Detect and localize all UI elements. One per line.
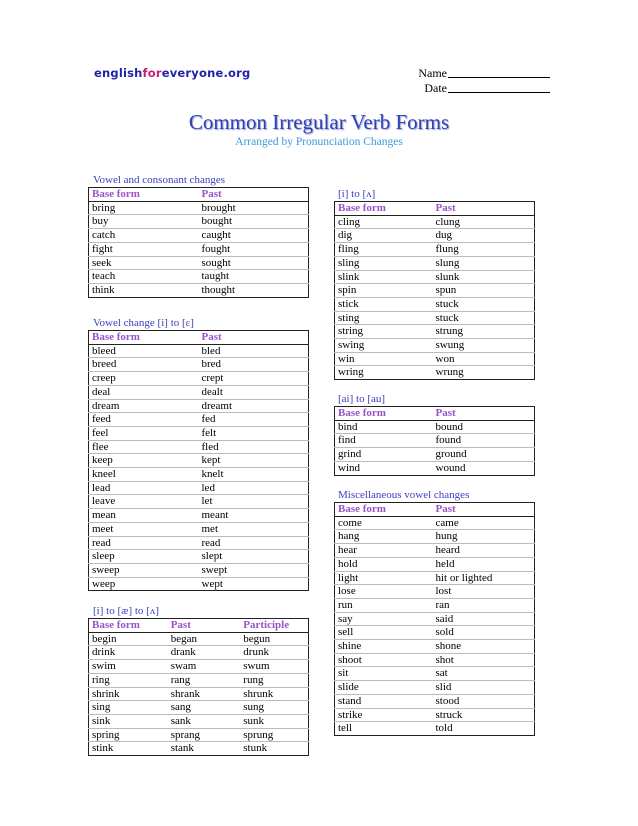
participle-cell: rung bbox=[240, 673, 308, 687]
base-form-cell: sleep bbox=[89, 550, 199, 564]
base-form-cell: swim bbox=[89, 660, 168, 674]
column-header: Past bbox=[199, 188, 309, 202]
past-cell: struck bbox=[433, 708, 535, 722]
table-row bbox=[335, 325, 535, 339]
participle-cell: swum bbox=[240, 660, 308, 674]
table-row bbox=[89, 413, 309, 427]
table-row bbox=[335, 612, 535, 626]
participle-cell: sprung bbox=[240, 728, 308, 742]
table-header-row bbox=[335, 407, 535, 421]
base-form-cell: feel bbox=[89, 426, 199, 440]
table-row bbox=[335, 571, 535, 585]
verb-table-i-ae-v bbox=[88, 618, 309, 756]
table-row bbox=[89, 728, 309, 742]
base-form-cell: read bbox=[89, 536, 199, 550]
past-cell: held bbox=[433, 557, 535, 571]
table-row bbox=[335, 516, 535, 530]
table-header-row bbox=[89, 619, 309, 633]
past-cell: brought bbox=[199, 201, 309, 215]
table-row bbox=[335, 530, 535, 544]
past-cell: sang bbox=[168, 701, 241, 715]
base-form-cell: lead bbox=[89, 481, 199, 495]
table-row bbox=[89, 468, 309, 482]
base-form-cell: say bbox=[335, 612, 433, 626]
table-row bbox=[89, 372, 309, 386]
past-cell: met bbox=[199, 522, 309, 536]
table-row bbox=[335, 297, 535, 311]
past-cell: wound bbox=[433, 461, 535, 475]
table-row bbox=[335, 270, 535, 284]
section-title-i-ae-v: [i] to [æ] to [ʌ] bbox=[93, 605, 159, 617]
table-row bbox=[335, 339, 535, 353]
table-row bbox=[89, 358, 309, 372]
past-cell: caught bbox=[199, 229, 309, 243]
table-row bbox=[335, 352, 535, 366]
past-cell: led bbox=[199, 481, 309, 495]
past-cell: taught bbox=[199, 270, 309, 284]
table-header-row bbox=[89, 188, 309, 202]
section-title-misc: Miscellaneous vowel changes bbox=[338, 489, 470, 501]
table-row bbox=[335, 420, 535, 434]
past-cell: lost bbox=[433, 585, 535, 599]
base-form-cell: breed bbox=[89, 358, 199, 372]
table-row bbox=[335, 585, 535, 599]
table-row bbox=[89, 256, 309, 270]
base-form-cell: sweep bbox=[89, 563, 199, 577]
column-header: Past bbox=[433, 407, 535, 421]
past-cell: bought bbox=[199, 215, 309, 229]
past-cell: drank bbox=[168, 646, 241, 660]
past-cell: shot bbox=[433, 653, 535, 667]
table-row bbox=[335, 626, 535, 640]
table-row bbox=[335, 366, 535, 380]
table-row bbox=[89, 283, 309, 297]
past-cell: dug bbox=[433, 229, 535, 243]
past-cell: shone bbox=[433, 640, 535, 654]
base-form-cell: swing bbox=[335, 339, 433, 353]
past-cell: sat bbox=[433, 667, 535, 681]
past-cell: hung bbox=[433, 530, 535, 544]
table-row bbox=[89, 509, 309, 523]
base-form-cell: shine bbox=[335, 640, 433, 654]
table-row bbox=[89, 270, 309, 284]
past-cell: came bbox=[433, 516, 535, 530]
past-cell: slung bbox=[433, 256, 535, 270]
table-row bbox=[335, 243, 535, 257]
base-form-cell: flee bbox=[89, 440, 199, 454]
base-form-cell: tell bbox=[335, 722, 433, 736]
base-form-cell: keep bbox=[89, 454, 199, 468]
past-cell: meant bbox=[199, 509, 309, 523]
table-row bbox=[89, 426, 309, 440]
table-row bbox=[89, 242, 309, 256]
past-cell: found bbox=[433, 434, 535, 448]
base-form-cell: spring bbox=[89, 728, 168, 742]
base-form-cell: catch bbox=[89, 229, 199, 243]
table-row bbox=[335, 694, 535, 708]
table-row bbox=[335, 722, 535, 736]
date-label: Date bbox=[424, 81, 447, 95]
table-row bbox=[335, 284, 535, 298]
name-date-block bbox=[400, 66, 550, 96]
table-row bbox=[89, 385, 309, 399]
past-cell: ran bbox=[433, 598, 535, 612]
table-row bbox=[89, 646, 309, 660]
column-header: Past bbox=[168, 619, 241, 633]
past-cell: fed bbox=[199, 413, 309, 427]
past-cell: slept bbox=[199, 550, 309, 564]
past-cell: read bbox=[199, 536, 309, 550]
past-cell: swam bbox=[168, 660, 241, 674]
column-header: Past bbox=[199, 331, 309, 345]
base-form-cell: bind bbox=[335, 420, 433, 434]
table-row bbox=[335, 667, 535, 681]
table-header-row bbox=[335, 503, 535, 517]
section-title-ai-to-au: [ai] to [au] bbox=[338, 393, 386, 405]
past-cell: told bbox=[433, 722, 535, 736]
base-form-cell: bring bbox=[89, 201, 199, 215]
section-title-vowel-consonant: Vowel and consonant changes bbox=[93, 174, 226, 186]
base-form-cell: spin bbox=[335, 284, 433, 298]
column-header: Past bbox=[433, 202, 535, 216]
past-cell: won bbox=[433, 352, 535, 366]
past-cell: ground bbox=[433, 448, 535, 462]
base-form-cell: deal bbox=[89, 385, 199, 399]
column-header: Base form bbox=[89, 331, 199, 345]
table-row bbox=[89, 742, 309, 756]
past-cell: sprang bbox=[168, 728, 241, 742]
verb-table-vowel-consonant bbox=[88, 187, 309, 298]
past-cell: fought bbox=[199, 242, 309, 256]
base-form-cell: leave bbox=[89, 495, 199, 509]
base-form-cell: find bbox=[335, 434, 433, 448]
past-cell: swung bbox=[433, 339, 535, 353]
past-cell: stood bbox=[433, 694, 535, 708]
participle-cell: stunk bbox=[240, 742, 308, 756]
participle-cell: sung bbox=[240, 701, 308, 715]
column-header: Past bbox=[433, 503, 535, 517]
table-row bbox=[89, 229, 309, 243]
participle-cell: sunk bbox=[240, 714, 308, 728]
table-row bbox=[89, 701, 309, 715]
table-row bbox=[89, 344, 309, 358]
page-subtitle: Arranged by Pronunciation Changes bbox=[235, 136, 403, 148]
past-cell: dealt bbox=[199, 385, 309, 399]
base-form-cell: stink bbox=[89, 742, 168, 756]
base-form-cell: dream bbox=[89, 399, 199, 413]
base-form-cell: dig bbox=[335, 229, 433, 243]
base-form-cell: wring bbox=[335, 366, 433, 380]
base-form-cell: hold bbox=[335, 557, 433, 571]
past-cell: heard bbox=[433, 544, 535, 558]
past-cell: sank bbox=[168, 714, 241, 728]
base-form-cell: string bbox=[335, 325, 433, 339]
table-row bbox=[89, 399, 309, 413]
table-row bbox=[89, 687, 309, 701]
participle-cell: begun bbox=[240, 632, 308, 646]
table-row bbox=[335, 708, 535, 722]
table-row bbox=[89, 495, 309, 509]
base-form-cell: weep bbox=[89, 577, 199, 591]
base-form-cell: fight bbox=[89, 242, 199, 256]
table-row bbox=[89, 714, 309, 728]
table-row bbox=[89, 577, 309, 591]
past-cell: said bbox=[433, 612, 535, 626]
table-row bbox=[335, 311, 535, 325]
table-row bbox=[89, 536, 309, 550]
table-row bbox=[335, 434, 535, 448]
base-form-cell: win bbox=[335, 352, 433, 366]
base-form-cell: sit bbox=[335, 667, 433, 681]
past-cell: clung bbox=[433, 215, 535, 229]
past-cell: stank bbox=[168, 742, 241, 756]
past-cell: crept bbox=[199, 372, 309, 386]
table-row bbox=[89, 454, 309, 468]
table-row bbox=[89, 440, 309, 454]
base-form-cell: sink bbox=[89, 714, 168, 728]
base-form-cell: shrink bbox=[89, 687, 168, 701]
past-cell: stuck bbox=[433, 311, 535, 325]
table-row bbox=[89, 660, 309, 674]
table-row bbox=[89, 673, 309, 687]
past-cell: began bbox=[168, 632, 241, 646]
base-form-cell: kneel bbox=[89, 468, 199, 482]
past-cell: knelt bbox=[199, 468, 309, 482]
base-form-cell: feed bbox=[89, 413, 199, 427]
table-header-row bbox=[89, 331, 309, 345]
base-form-cell: bleed bbox=[89, 344, 199, 358]
base-form-cell: seek bbox=[89, 256, 199, 270]
table-row bbox=[89, 201, 309, 215]
past-cell: sold bbox=[433, 626, 535, 640]
past-cell: wrung bbox=[433, 366, 535, 380]
base-form-cell: lose bbox=[335, 585, 433, 599]
base-form-cell: stand bbox=[335, 694, 433, 708]
base-form-cell: come bbox=[335, 516, 433, 530]
table-row bbox=[335, 461, 535, 475]
past-cell: sought bbox=[199, 256, 309, 270]
base-form-cell: wind bbox=[335, 461, 433, 475]
date-line[interactable] bbox=[448, 81, 550, 93]
past-cell: shrank bbox=[168, 687, 241, 701]
past-cell: hit or lighted bbox=[433, 571, 535, 585]
column-header: Base form bbox=[335, 503, 433, 517]
base-form-cell: run bbox=[335, 598, 433, 612]
past-cell: strung bbox=[433, 325, 535, 339]
base-form-cell: fling bbox=[335, 243, 433, 257]
past-cell: swept bbox=[199, 563, 309, 577]
base-form-cell: strike bbox=[335, 708, 433, 722]
past-cell: kept bbox=[199, 454, 309, 468]
base-form-cell: sling bbox=[335, 256, 433, 270]
past-cell: wept bbox=[199, 577, 309, 591]
table-row bbox=[335, 229, 535, 243]
base-form-cell: slink bbox=[335, 270, 433, 284]
table-row bbox=[89, 563, 309, 577]
table-header-row bbox=[335, 202, 535, 216]
site-logo bbox=[94, 66, 250, 80]
table-row bbox=[335, 653, 535, 667]
base-form-cell: light bbox=[335, 571, 433, 585]
table-row bbox=[335, 544, 535, 558]
past-cell: fled bbox=[199, 440, 309, 454]
section-title-i-to-e: Vowel change [i] to [ɛ] bbox=[93, 317, 194, 329]
past-cell: bound bbox=[433, 420, 535, 434]
past-cell: slid bbox=[433, 681, 535, 695]
past-cell: rang bbox=[168, 673, 241, 687]
page-title: Common Irregular Verb Forms bbox=[188, 110, 450, 134]
base-form-cell: sell bbox=[335, 626, 433, 640]
participle-cell: drunk bbox=[240, 646, 308, 660]
column-header: Base form bbox=[89, 619, 168, 633]
base-form-cell: sting bbox=[335, 311, 433, 325]
table-row bbox=[89, 522, 309, 536]
table-row bbox=[335, 681, 535, 695]
table-row bbox=[335, 256, 535, 270]
logo-text-everyone: everyone.org bbox=[161, 66, 251, 80]
table-row bbox=[89, 215, 309, 229]
base-form-cell: hear bbox=[335, 544, 433, 558]
past-cell: spun bbox=[433, 284, 535, 298]
verb-table-misc bbox=[334, 502, 535, 736]
column-header: Base form bbox=[335, 202, 433, 216]
name-label: Name bbox=[418, 66, 447, 80]
verb-table-i-to-e bbox=[88, 330, 309, 591]
section-title-i-to-v: [i] to [ʌ] bbox=[338, 188, 376, 200]
base-form-cell: grind bbox=[335, 448, 433, 462]
past-cell: dreamt bbox=[199, 399, 309, 413]
base-form-cell: slide bbox=[335, 681, 433, 695]
column-header: Base form bbox=[335, 407, 433, 421]
base-form-cell: stick bbox=[335, 297, 433, 311]
past-cell: slunk bbox=[433, 270, 535, 284]
table-row bbox=[89, 550, 309, 564]
base-form-cell: begin bbox=[89, 632, 168, 646]
past-cell: stuck bbox=[433, 297, 535, 311]
past-cell: bred bbox=[199, 358, 309, 372]
table-row bbox=[335, 448, 535, 462]
past-cell: let bbox=[199, 495, 309, 509]
logo-text-for: for bbox=[142, 66, 162, 80]
table-row bbox=[335, 640, 535, 654]
verb-table-ai-to-au bbox=[334, 406, 535, 476]
base-form-cell: think bbox=[89, 283, 199, 297]
base-form-cell: meet bbox=[89, 522, 199, 536]
table-row bbox=[89, 632, 309, 646]
base-form-cell: shoot bbox=[335, 653, 433, 667]
column-header: Participle bbox=[240, 619, 308, 633]
participle-cell: shrunk bbox=[240, 687, 308, 701]
table-row bbox=[335, 215, 535, 229]
verb-table-i-to-v bbox=[334, 201, 535, 380]
table-row bbox=[335, 557, 535, 571]
base-form-cell: mean bbox=[89, 509, 199, 523]
base-form-cell: buy bbox=[89, 215, 199, 229]
past-cell: bled bbox=[199, 344, 309, 358]
base-form-cell: creep bbox=[89, 372, 199, 386]
base-form-cell: drink bbox=[89, 646, 168, 660]
column-header: Base form bbox=[89, 188, 199, 202]
base-form-cell: sing bbox=[89, 701, 168, 715]
base-form-cell: hang bbox=[335, 530, 433, 544]
past-cell: felt bbox=[199, 426, 309, 440]
base-form-cell: ring bbox=[89, 673, 168, 687]
past-cell: flung bbox=[433, 243, 535, 257]
table-row bbox=[335, 598, 535, 612]
table-row bbox=[89, 481, 309, 495]
past-cell: thought bbox=[199, 283, 309, 297]
base-form-cell: teach bbox=[89, 270, 199, 284]
logo-text-english: english bbox=[94, 66, 143, 80]
name-line[interactable] bbox=[448, 66, 550, 78]
base-form-cell: cling bbox=[335, 215, 433, 229]
